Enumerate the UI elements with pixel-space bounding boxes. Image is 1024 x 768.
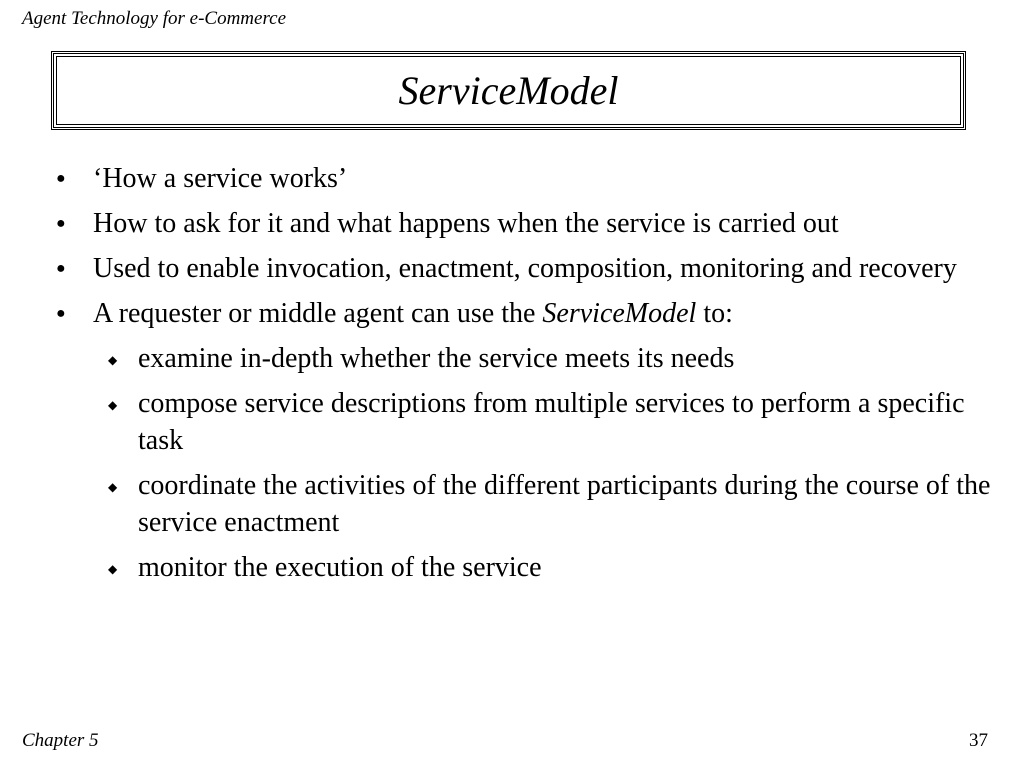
sub-bullet-text: coordinate the activities of the different participants during the course of the service enactment [138, 470, 991, 538]
sub-bullet-item [0, 549, 1024, 586]
bullet-text-before: A requester or middle agent can use the [93, 298, 543, 329]
sub-bullet-text: compose service descriptions from multiple services to perform a specific task [138, 388, 965, 456]
bullet-text: ‘How a service works’ [93, 163, 348, 194]
bullet-item [0, 250, 1024, 287]
dot-bullet-icon: ● [56, 260, 66, 277]
title-frame [51, 51, 966, 130]
bullet-item [0, 160, 1024, 197]
bullet-text-after: to: [696, 298, 733, 329]
page-number: 37 [969, 730, 988, 751]
sub-bullet-item [0, 385, 1024, 459]
slide-title: ServiceModel [398, 68, 619, 113]
bullet-item [0, 205, 1024, 242]
dot-bullet-icon: ● [56, 170, 66, 187]
diamond-bullet-icon: ◆ [108, 562, 118, 576]
sub-bullet-text: examine in-depth whether the service meets its needs [138, 343, 735, 374]
course-title: Agent Technology for e-Commerce [22, 8, 287, 29]
sub-bullet-item [0, 467, 1024, 541]
diamond-bullet-icon: ◆ [108, 353, 118, 367]
sub-bullet-text: monitor the execution of the service [138, 552, 542, 583]
sub-bullet-item [0, 340, 1024, 377]
bullet-item [0, 295, 1024, 332]
dot-bullet-icon: ● [56, 215, 66, 232]
bullet-text: How to ask for it and what happens when the service is carried out [93, 208, 839, 239]
dot-bullet-icon: ● [56, 305, 66, 322]
diamond-bullet-icon: ◆ [108, 398, 118, 412]
bullet-text: Used to enable invocation, enactment, composition, monitoring and recovery [93, 253, 957, 284]
chapter-label: Chapter 5 [22, 730, 99, 751]
diamond-bullet-icon: ◆ [108, 480, 118, 494]
bullet-list [0, 160, 1024, 594]
service-model-term: ServiceModel [542, 298, 697, 329]
